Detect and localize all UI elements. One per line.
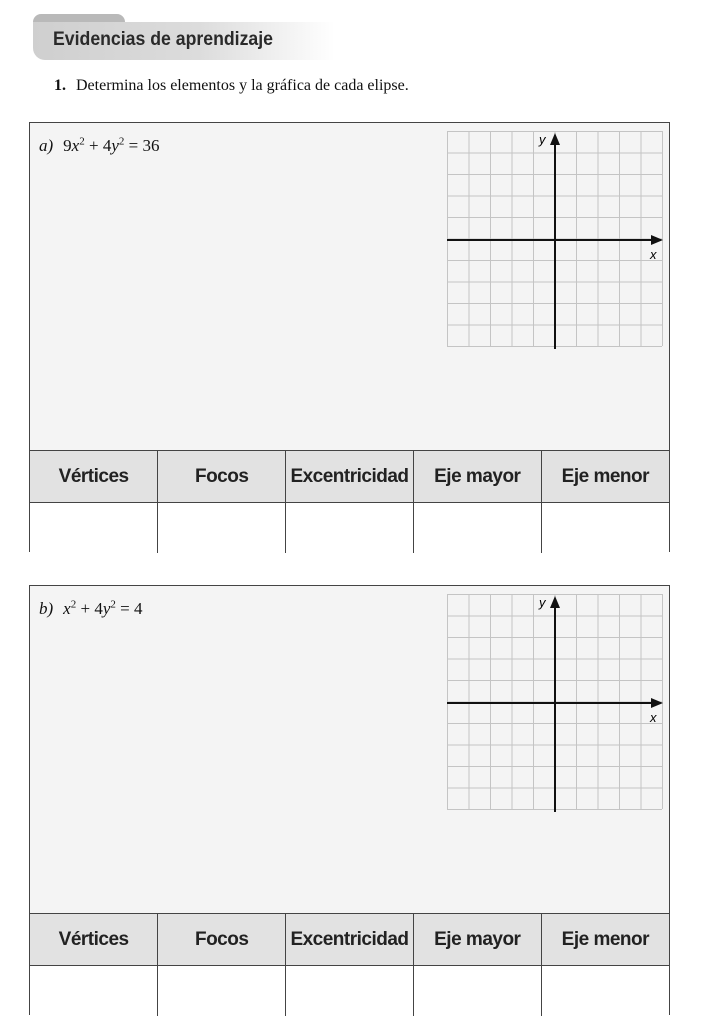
x-axis-arrow-icon	[651, 235, 663, 245]
instruction-number: 1.	[54, 77, 66, 94]
answer-table-b	[30, 913, 669, 1016]
coef-y: 4	[102, 136, 112, 155]
section-title: Evidencias de aprendizaje	[53, 29, 273, 50]
answer-cell-eje-mayor[interactable]	[413, 966, 541, 1017]
equation-rhs: 4	[133, 599, 143, 618]
cartesian-grid[interactable]	[447, 131, 663, 349]
header-eje-mayor: Eje mayor	[413, 914, 541, 966]
exercise-a-panel	[29, 122, 670, 552]
exercise-a-equation: a) $9x^2 + 4y^2 = 36$	[39, 135, 160, 155]
x-axis-label: x	[650, 710, 657, 725]
header-eje-menor: Eje menor	[541, 914, 669, 966]
y-axis-arrow-icon	[550, 596, 560, 608]
header-eje-mayor: Eje mayor	[413, 451, 541, 503]
exercise-letter: b)	[39, 599, 54, 618]
header-excentricidad: Excentricidad	[286, 451, 414, 503]
y-axis-label: y	[539, 132, 546, 147]
x-axis-arrow-icon	[651, 698, 663, 708]
section-tab	[33, 14, 125, 22]
header-eje-menor: Eje menor	[541, 451, 669, 503]
instruction	[54, 77, 409, 95]
exercise-letter: a)	[39, 136, 54, 155]
header-vertices: Vértices	[30, 914, 158, 966]
answer-cell-focos[interactable]	[158, 966, 286, 1017]
coef-y: 4	[94, 599, 103, 618]
exercise-b-equation: b) $x^2 + 4y^2 = 4$	[39, 598, 143, 618]
answer-cell-focos[interactable]	[158, 503, 286, 554]
answer-table-a	[30, 450, 669, 553]
exercise-b-panel	[29, 585, 670, 1015]
y-axis-arrow-icon	[550, 133, 560, 145]
answer-row	[30, 966, 669, 1017]
header-excentricidad: Excentricidad	[286, 914, 414, 966]
cartesian-grid[interactable]	[447, 594, 663, 812]
answer-cell-eje-mayor[interactable]	[413, 503, 541, 554]
equation-rhs: 36	[142, 136, 160, 155]
header-focos: Focos	[158, 451, 286, 503]
section-header	[33, 22, 335, 60]
answer-cell-excentricidad[interactable]	[286, 503, 414, 554]
answer-cell-eje-menor[interactable]	[541, 966, 669, 1017]
answer-cell-excentricidad[interactable]	[286, 966, 414, 1017]
answer-cell-vertices[interactable]	[30, 503, 158, 554]
y-axis-label: y	[539, 595, 546, 610]
answer-cell-vertices[interactable]	[30, 966, 158, 1017]
table-header-row	[30, 914, 669, 966]
answer-row	[30, 503, 669, 554]
instruction-text: Determina los elementos y la gráfica de cada elipse.	[76, 77, 409, 94]
table-header-row	[30, 451, 669, 503]
header-vertices: Vértices	[30, 451, 158, 503]
header-focos: Focos	[158, 914, 286, 966]
answer-cell-eje-menor[interactable]	[541, 503, 669, 554]
coef-x: 9	[63, 136, 72, 155]
x-axis-label: x	[650, 247, 657, 262]
